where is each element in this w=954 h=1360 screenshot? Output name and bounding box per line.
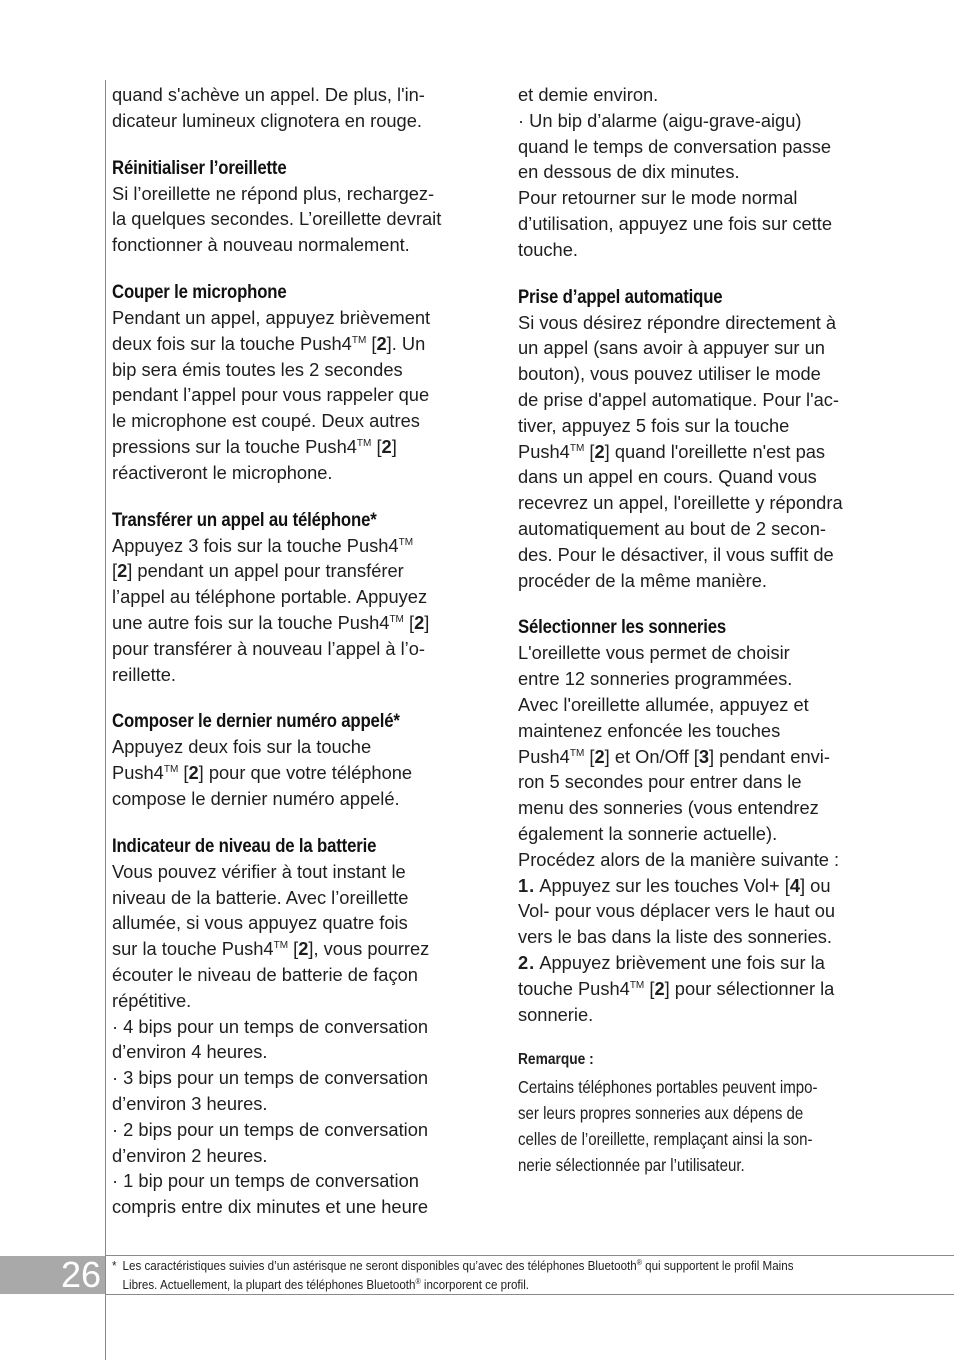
battery-continued-paragraph: et demie environ. · Un bip d’alarme (aigu-grave-aigu) quand le temps de conversation passe en dessous de dix minutes. Pour retourner sur le mode normal d’utilisation, appuyez une fois sur cette touche.: [518, 84, 833, 260]
heading-transfer: Transférer un appel au téléphone*: [112, 508, 377, 531]
heading-battery: Indicateur de niveau de la batterie: [112, 834, 377, 857]
reset-paragraph: Si l’oreillette ne répond plus, rechargez- la quelques secondes. L’oreillette devrait fonctionner à nouveau normalement.: [112, 182, 442, 256]
heading-ringtones: Sélectionner les sonneries: [518, 616, 727, 639]
transfer-paragraph: Appuyez 3 fois sur la touche Push4™ [2] pendant un appel pour transférer l’appel au téléphone portable. Appuyez une autre fois sur la touche Push4™ [2] pour transférer à nouveau l’appel à l’o- reillette.: [112, 534, 430, 685]
redial-paragraph: Appuyez deux fois sur la touche Push4™ [2] pour que votre téléphone compose le dernier numéro appelé.: [112, 736, 413, 809]
heading-mute: Couper le microphone: [112, 280, 287, 303]
heading-reset: Réinitialiser l’oreillette: [112, 156, 287, 179]
step-2-number: 2.: [518, 951, 536, 973]
ringtones-paragraph: L'oreillette vous permet de choisir entre 12 sonneries programmées. Avec l'oreillette allumée, appuyez et maintenez enfoncée les touches Push4™ [2] et On/Off [3] pendant envi- ron 5 secondes pour entrer dans le menu des sonneries (vous entendrez également la sonnerie actuelle). Procédez alors de la manière suivante : 1. Appuyez sur les touches Vol+ [4] ou Vol- pour vous déplacer vers le haut ou vers le bas dans la liste des sonneries. 2. Appuyez brièvement une fois sur la touche Push4™ [2] pour sélectionner la sonnerie.: [518, 642, 840, 1025]
column-rule: [105, 80, 106, 1360]
heading-redial: Composer le dernier numéro appelé*: [112, 710, 400, 733]
footnote-asterisk: *: [112, 1258, 117, 1273]
right-column: [518, 82, 880, 1178]
mute-paragraph: Pendant un appel, appuyez brièvement deux fois sur la touche Push4™ [2]. Un bip sera émis toutes les 2 secondes pendant l’appel pour vous rappeler que le microphone est coupé. Deux autres pressions sur la touche Push4™ [2] réactiveront le microphone.: [112, 306, 431, 483]
intro-paragraph: quand s'achève un appel. De plus, l'in- dicateur lumineux clignotera en rouge.: [112, 84, 425, 131]
left-column: [112, 82, 474, 1220]
auto-answer-paragraph: Si vous désirez répondre directement à un appel (sans avoir à appuyer sur un bouton), vous pouvez utiliser le mode de prise d'appel automatique. Pour l'ac- tiver, appuyez 5 fois sur la touche Push4™ [2] quand l'oreillette n'est pas dans un appel en cours. Quand vous recevrez un appel, l'oreillette y répondra automatiquement au bout de 2 secon- des. Pour le désactiver, il vous suffit de procéder de la même manière.: [518, 311, 843, 591]
page-number: 26: [0, 1256, 105, 1294]
battery-paragraph: Vous pouvez vérifier à tout instant le niveau de la batterie. Avec l’oreillette allumée, si vous appuyez quatre fois sur la touche Push4™ [2], vous pourrez écouter le niveau de batterie de façon répétitive. · 4 bips pour un temps de conversation d’environ 4 heures. · 3 bips pour un temps de conversation d’environ 3 heures. · 2 bips pour un temps de conversation d’environ 2 heures. · 1 bip pour un temps de conversation compris entre dix minutes et une heure: [112, 860, 430, 1218]
footer-rule-bottom: [105, 1294, 954, 1295]
note-label: Remarque :: [518, 1051, 594, 1069]
footnote: * Les caractéristiques suivies d’un astérisque ne seront disponibles qu’avec des téléphones Bluetooth® qui supportent le profil Mains Libres. Actuellement, la plupart des téléphones Bluetooth® incorporent ce profil.: [112, 1258, 794, 1292]
note-text: Certains téléphones portables peuvent impo- ser leurs propres sonneries aux dépens de celles de l’oreillette, remplaçant ainsi la son- nerie sélectionnée par l’utilisateur.: [518, 1077, 818, 1175]
step-1-number: 1.: [518, 874, 536, 896]
heading-auto-answer: Prise d’appel automatique: [518, 285, 723, 308]
